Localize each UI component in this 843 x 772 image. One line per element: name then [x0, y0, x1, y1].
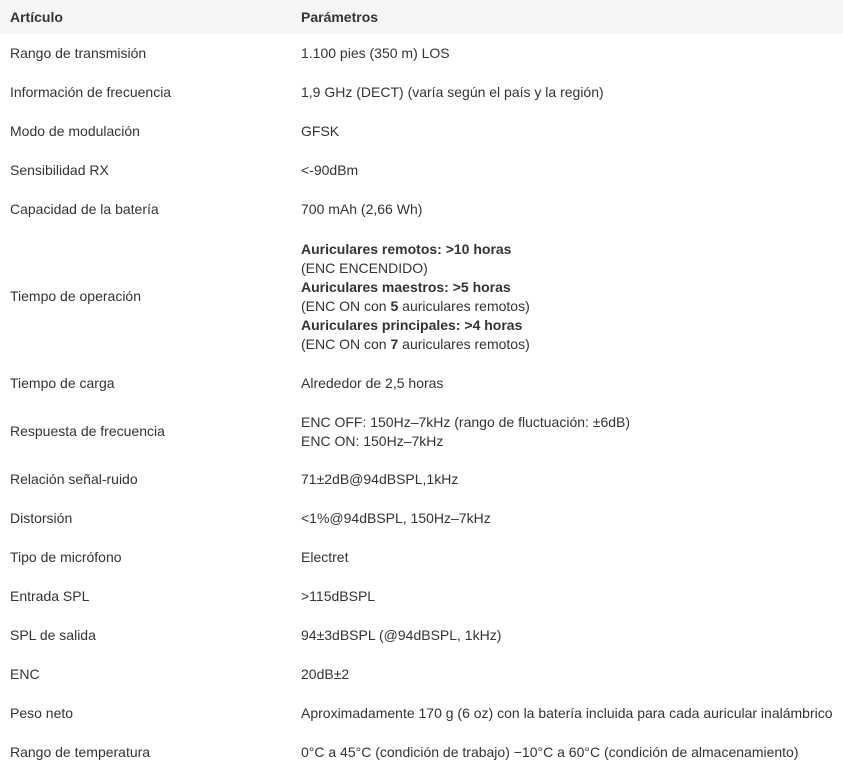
row-label: Peso neto [10, 705, 74, 721]
table-row [0, 694, 843, 733]
row-value: 94±3dBSPL (@94dBSPL, 1kHz) [301, 627, 502, 643]
master-headset-runtime: Auriculares maestros: >5 horas [301, 278, 511, 295]
row-value [291, 403, 843, 460]
row-value: <1%@94dBSPL, 150Hz–7kHz [301, 510, 491, 526]
row-label: Sensibilidad RX [10, 162, 109, 178]
row-value: Electret [301, 549, 349, 565]
row-label: Capacidad de la batería [10, 201, 159, 217]
table-row [0, 364, 843, 403]
table-row [0, 538, 843, 577]
table-row [0, 190, 843, 229]
row-value: Aproximadamente 170 g (6 oz) con la batería incluida para cada auricular inalámbrico [301, 705, 833, 721]
enc-on-response: ENC ON: 150Hz–7kHz [301, 432, 444, 449]
row-label: Respuesta de frecuencia [10, 423, 165, 439]
table-row [0, 577, 843, 616]
row-label: Relación señal-ruido [10, 471, 138, 487]
row-value: 71±2dB@94dBSPL,1kHz [301, 471, 459, 487]
table-row [0, 151, 843, 190]
row-label: Información de frecuencia [10, 84, 172, 100]
row-value: GFSK [301, 123, 340, 139]
table-row [0, 733, 843, 772]
row-label: Entrada SPL [10, 588, 90, 604]
remote-headset-note: (ENC ENCENDIDO) [301, 259, 428, 276]
main-headset-runtime: Auriculares principales: >4 horas [301, 316, 523, 333]
master-headset-note: (ENC ON con 5 auriculares remotos) [301, 297, 530, 314]
main-headset-note: (ENC ON con 7 auriculares remotos) [301, 335, 530, 352]
table-row [0, 229, 843, 364]
table-row [0, 112, 843, 151]
row-label: ENC [10, 666, 40, 682]
table-row [0, 616, 843, 655]
remote-headset-runtime: Auriculares remotos: >10 horas [301, 240, 512, 257]
row-label: Rango de temperatura [10, 744, 151, 760]
row-label: Tiempo de operación [10, 288, 142, 304]
row-value: <-90dBm [301, 162, 359, 178]
row-label: Rango de transmisión [10, 45, 147, 61]
row-value: 700 mAh (2,66 Wh) [301, 201, 423, 217]
row-value: 1.100 pies (350 m) LOS [301, 45, 450, 61]
table-row [0, 499, 843, 538]
row-value: 1,9 GHz (DECT) (varía según el país y la región) [301, 84, 604, 100]
row-label: Tipo de micrófono [10, 549, 122, 565]
table-row [0, 655, 843, 694]
row-value: 20dB±2 [301, 666, 350, 682]
row-label: Distorsión [10, 510, 73, 526]
column-header-item: Artículo [10, 8, 63, 25]
row-label: SPL de salida [10, 627, 96, 643]
table-row [0, 403, 843, 460]
row-label: Modo de modulación [10, 123, 140, 139]
table-row [0, 34, 843, 73]
row-value: 0°C a 45°C (condición de trabajo) −10°C a 60°C (condición de almacenamiento) [301, 744, 799, 760]
table-row [0, 73, 843, 112]
table-row [0, 460, 843, 499]
row-value: >115dBSPL [301, 588, 376, 604]
row-label: Tiempo de carga [10, 375, 115, 391]
column-header-parameters: Parámetros [301, 8, 379, 25]
row-value [291, 229, 843, 364]
enc-off-response: ENC OFF: 150Hz–7kHz (rango de fluctuación: ±6dB) [301, 413, 631, 430]
row-value: Alrededor de 2,5 horas [301, 375, 444, 391]
table-header-row [0, 0, 843, 34]
